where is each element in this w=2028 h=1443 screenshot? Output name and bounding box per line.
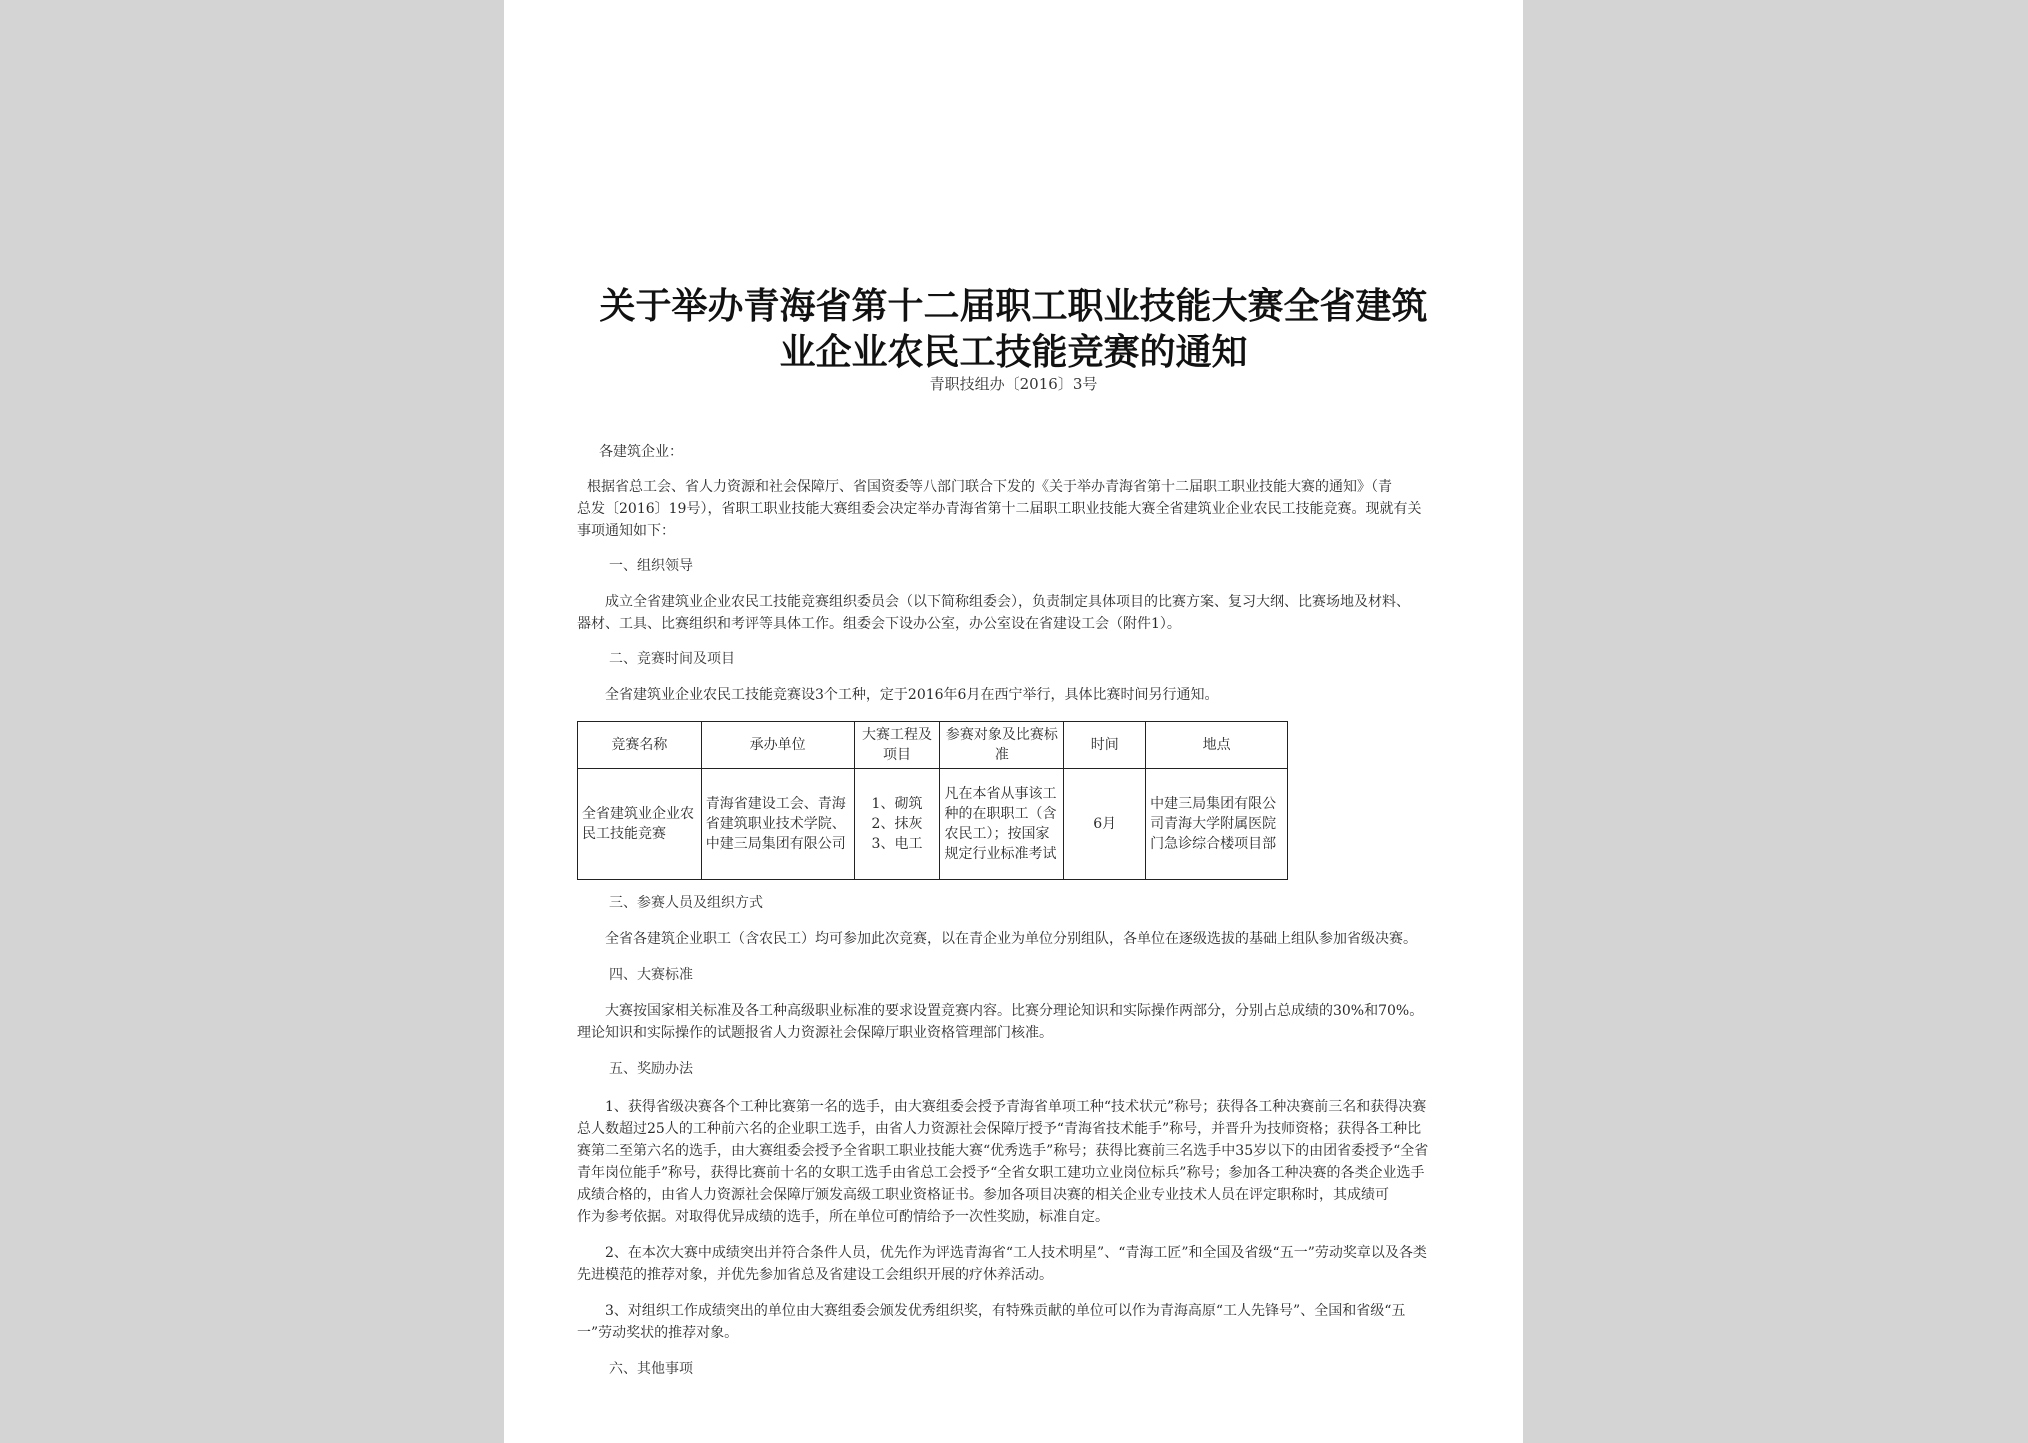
table-header-cell: 大赛工程及项目 [854, 722, 940, 769]
location-cell: 中建三局集团有限公司青海大学附属医院门急诊综合楼项目部 [1146, 769, 1288, 880]
target-cell: 凡在本省从事该工种的在职职工（含农民工）；按国家规定行业标准考试 [940, 769, 1064, 880]
item-entry: 3、电工 [871, 836, 923, 852]
organizer-cell: 青海省建设工会、青海省建筑职业技术学院、中建三局集团有限公司 [701, 769, 854, 880]
section-5-p2-line-1: 2、在本次大赛中成绩突出并符合条件人员，优先作为评选青海省“工人技术明星”、“青海工匠”和全国及省级“五一”劳动奖章以及各类 [605, 1245, 1427, 1261]
item-entry: 2、抹灰 [871, 816, 923, 832]
time-cell: 6月 [1064, 769, 1146, 880]
table-header-cell: 时间 [1064, 722, 1146, 769]
section-3-heading: 三、参赛人员及组织方式 [609, 895, 763, 911]
section-4-line-1: 大赛按国家相关标准及各工种高级职业标准的要求设置竞赛内容。比赛分理论知识和实际操作两部分，分别占总成绩的30%和70%。 [605, 1003, 1424, 1019]
intro-line-1: 根据省总工会、省人力资源和社会保障厅、省国资委等八部门联合下发的《关于举办青海省第十二届职工职业技能大赛的通知》（青 [587, 479, 1392, 495]
salutation: 各建筑企业： [599, 444, 683, 460]
document-number: 青职技组办〔2016〕3号 [929, 375, 1098, 393]
section-2-heading: 二、竞赛时间及项目 [609, 651, 735, 667]
section-6-heading: 六、其他事项 [609, 1361, 693, 1377]
table-header-cell: 承办单位 [701, 722, 854, 769]
competition-name-cell: 全省建筑业企业农民工技能竞赛 [578, 769, 702, 880]
section-5-p1-line-4: 青年岗位能手”称号，获得比赛前十名的女职工选手由省总工会授予“全省女职工建功立业岗位标兵”称号；参加各工种决赛的各类企业选手 [577, 1165, 1425, 1181]
section-5-p1-line-3: 赛第二至第六名的选手，由大赛组委会授予全省职工职业技能大赛“优秀选手”称号；获得比赛前三名选手中35岁以下的由团省委授予“全省 [577, 1143, 1429, 1159]
intro-line-3: 事项通知如下： [577, 523, 675, 539]
table-header-cell: 竞赛名称 [578, 722, 702, 769]
section-5-p1-line-2: 总人数超过25人的工种前六名的企业职工选手，由省人力资源社会保障厅授予“青海省技术能手”称号，并晋升为技师资格；获得各工种比 [577, 1121, 1422, 1137]
competition-table [577, 721, 1288, 880]
intro-line-2: 总发〔2016〕19号），省职工职业技能大赛组委会决定举办青海省第十二届职工职业技能大赛全省建筑业企业农民工技能竞赛。现就有关 [577, 501, 1422, 517]
table-row [578, 769, 1288, 880]
section-1-line-1: 成立全省建筑业企业农民工技能竞赛组织委员会（以下简称组委会），负责制定具体项目的比赛方案、复习大纲、比赛场地及材料、 [605, 594, 1410, 610]
section-5-p3-line-2: 一”劳动奖状的推荐对象。 [577, 1325, 739, 1341]
table-header-cell: 参赛对象及比赛标准 [940, 722, 1064, 769]
item-entry: 1、砌筑 [871, 796, 923, 812]
section-4-heading: 四、大赛标准 [609, 967, 693, 983]
section-5-p1-line-1: 1、获得省级决赛各个工种比赛第一名的选手，由大赛组委会授予青海省单项工种“技术状元”称号；获得各工种决赛前三名和获得决赛 [605, 1099, 1427, 1115]
section-5-heading: 五、奖励办法 [609, 1061, 693, 1077]
table-header-row [578, 722, 1288, 769]
section-1-line-2: 器材、工具、比赛组织和考评等具体工作。组委会下设办公室，办公室设在省建设工会（附件1）。 [577, 616, 1181, 632]
section-5-p1-line-6: 作为参考依据。对取得优异成绩的选手，所在单位可酌情给予一次性奖励，标准自定。 [577, 1209, 1109, 1225]
document-title-line-2: 业企业农民工技能竞赛的通知 [779, 332, 1248, 373]
section-2-body: 全省建筑业企业农民工技能竞赛设3个工种，定于2016年6月在西宁举行，具体比赛时间另行通知。 [605, 687, 1219, 703]
section-3-body: 全省各建筑企业职工（含农民工）均可参加此次竞赛，以在青企业为单位分别组队，各单位在逐级选拔的基础上组队参加省级决赛。 [605, 931, 1417, 947]
items-cell [854, 769, 940, 880]
table-header-cell: 地点 [1146, 722, 1288, 769]
section-5-p2-line-2: 先进模范的推荐对象，并优先参加省总及省建设工会组织开展的疗休养活动。 [577, 1267, 1053, 1283]
section-4-line-2: 理论知识和实际操作的试题报省人力资源社会保障厅职业资格管理部门核准。 [577, 1025, 1053, 1041]
document-title-line-1: 关于举办青海省第十二届职工职业技能大赛全省建筑 [599, 286, 1428, 327]
document-page [504, 0, 1523, 1443]
section-1-heading: 一、组织领导 [609, 558, 693, 574]
section-5-p3-line-1: 3、对组织工作成绩突出的单位由大赛组委会颁发优秀组织奖，有特殊贡献的单位可以作为青海高原“工人先锋号”、全国和省级“五 [605, 1303, 1406, 1319]
section-5-p1-line-5: 成绩合格的，由省人力资源社会保障厅颁发高级工职业资格证书。参加各项目决赛的相关企业专业技术人员在评定职称时，其成绩可 [577, 1187, 1389, 1203]
